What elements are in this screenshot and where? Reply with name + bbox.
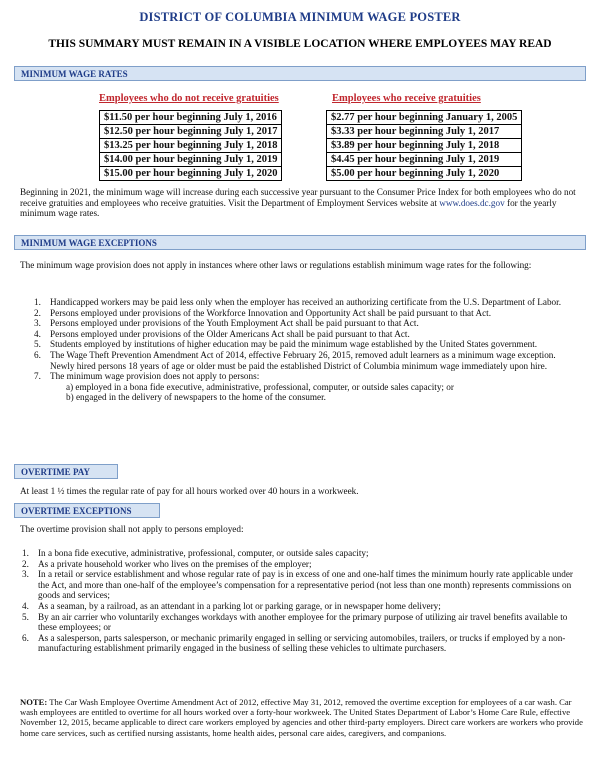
cpi-paragraph (20, 187, 582, 219)
cpi-text: Beginning in 2021, the minimum wage will increase during each successive year pursuant to the Consumer Price Index for both employees who do not receive gratuities and employees who receive gratuities. Visit the Department of Employment Services website at (20, 187, 576, 208)
overtime-exceptions-intro: The overtime provision shall not apply to persons employed: (20, 524, 244, 534)
exception-sub-b: b) engaged in the delivery of newspapers to the home of the consumer. (66, 392, 326, 403)
table-row (100, 153, 282, 167)
overtime-pay-text: At least 1 ½ times the regular rate of pay for all hours worked over 40 hours in a workweek. (20, 486, 359, 496)
rate-cell: $5.00 per hour beginning July 1, 2020 (327, 167, 522, 181)
list-item: 3. In a retail or service establishment and whose regular rate of pay is in excess of one and one-half times the minimum hourly rate applicable under the Act, and more than one-half of the employee’s compensation for a representative period (not less than one month) represents commissions on goods and services; (22, 569, 573, 601)
list-item: 6. As a salesperson, parts salesperson, or mechanic primarily engaged in selling or servicing automobiles, trailers, or trucks if employed by a non-manufacturing establishment primarily engaged in the business of selling these vehicles to ultimate purchasers. (22, 632, 566, 654)
exception-sub-a: a) employed in a bona fide executive, administrative, professional, computer, or outside sales capacity; or (66, 381, 454, 392)
overtime-exceptions-list (22, 548, 578, 654)
list-item: 5. By an air carrier who voluntarily exchanges workdays with another employee for the primary purpose of utilizing air travel benefits available to these employees; or (22, 611, 568, 633)
rate-cell: $11.50 per hour beginning July 1, 2016 (100, 111, 282, 125)
table-row (327, 125, 522, 139)
rates-table-gratuities (326, 110, 522, 181)
rates-table-no-gratuities (99, 110, 282, 181)
column-header-gratuities: Employees who receive gratuities (332, 93, 481, 104)
exceptions-intro: The minimum wage provision does not apply in instances where other laws or regulations establish minimum wage rates for the following: (20, 260, 532, 270)
column-header-no-gratuities: Employees who do not receive gratuities (99, 93, 279, 104)
poster-title: DISTRICT OF COLUMBIA MINIMUM WAGE POSTER (139, 10, 461, 24)
rate-cell: $4.45 per hour beginning July 1, 2019 (327, 153, 522, 167)
rate-cell: $14.00 per hour beginning July 1, 2019 (100, 153, 282, 167)
section-header-minimum-wage-rates: MINIMUM WAGE RATES (14, 66, 586, 81)
rate-cell: $12.50 per hour beginning July 1, 2017 (100, 125, 282, 139)
cpi-text-end: for the yearly minimum wage rates. (20, 197, 557, 219)
table-row (100, 139, 282, 153)
rate-cell: $15.00 per hour beginning July 1, 2020 (100, 167, 282, 181)
table-row (100, 125, 282, 139)
note-text: The Car Wash Employee Overtime Amendment Act of 2012, effective May 31, 2012, removed the overtime exception for employees of a car wash. Car wash employees are entitled to overtime for all hours worked over a forty-hour workweek. The United States Department of Labor’s Home Care Rule, effective November 12, 2015, became applicable to direct care workers employed by agencies and other third-party employers. Direct care workers are workers who provide home care services, such as certified nursing assistants, home health aides, personal care aides, caregivers, and companions. (20, 697, 583, 738)
list-item: 6. The Wage Theft Prevention Amendment Act of 2014, effective February 26, 2015, removed adult learners as a minimum wage exception. Newly hired persons 18 years of age or older must be paid the established District of Columbia minimum wage immediately upon hire. (34, 349, 556, 371)
list-item: 2. Persons employed under provisions of the Workforce Innovation and Opportunity Act shall be paid pursuant to that Act. (34, 307, 492, 318)
table-row (327, 153, 522, 167)
table-row (327, 111, 522, 125)
rate-cell: $2.77 per hour beginning January 1, 2005 (327, 111, 522, 125)
rate-cell: $3.33 per hour beginning July 1, 2017 (327, 125, 522, 139)
rate-cell: $3.89 per hour beginning July 1, 2018 (327, 139, 522, 153)
does-website-link[interactable]: www.does.dc.gov (439, 197, 505, 208)
section-header-minimum-wage-exceptions: MINIMUM WAGE EXCEPTIONS (14, 235, 586, 250)
list-item: 5. Students employed by institutions of higher education may be paid the minimum wage established by the United States government. (34, 339, 538, 350)
list-item: 1. In a bona fide executive, administrative, professional, computer, or outside sales capacity; (22, 548, 369, 558)
note-paragraph (20, 697, 584, 738)
list-item: 3. Persons employed under provisions of the Youth Employment Act shall be paid pursuant to that Act. (34, 318, 419, 329)
list-item: 4. As a seaman, by a railroad, as an attendant in a parking lot or parking garage, or in newspaper home delivery; (22, 600, 441, 611)
table-row (100, 167, 282, 181)
exceptions-list (34, 297, 574, 403)
list-item: 7. The minimum wage provision does not apply to persons: a) employed in a bona fide executive, administrative, professional, computer, or outside sales capacity; or b) engaged in the delivery of newspapers to the home of the consumer. (34, 371, 574, 403)
section-header-overtime-exceptions: OVERTIME EXCEPTIONS (14, 503, 160, 518)
list-item: 1. Handicapped workers may be paid less only when the employer has received an authorizing certificate from the U.S. Department of Labor. (34, 297, 562, 307)
list-item: 4. Persons employed under provisions of the Older Americans Act shall be paid pursuant to that Act. (34, 328, 410, 339)
section-header-overtime-pay: OVERTIME PAY (14, 464, 118, 479)
table-row (327, 167, 522, 181)
rate-cell: $13.25 per hour beginning July 1, 2018 (100, 139, 282, 153)
poster-subtitle: THIS SUMMARY MUST REMAIN IN A VISIBLE LOCATION WHERE EMPLOYEES MAY READ (48, 38, 552, 50)
table-row (100, 111, 282, 125)
list-item: 2. As a private household worker who lives on the premises of the employer; (22, 558, 312, 569)
table-row (327, 139, 522, 153)
note-label: NOTE: (20, 697, 48, 707)
